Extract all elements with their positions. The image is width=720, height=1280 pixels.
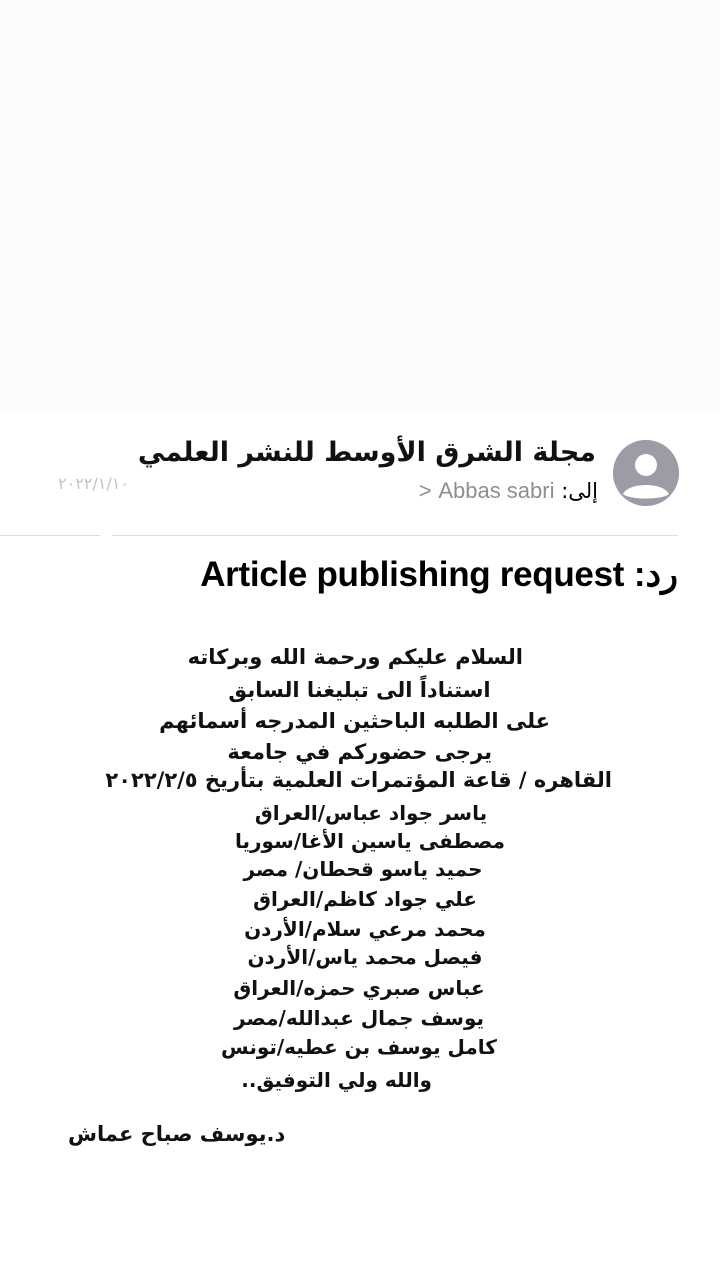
body-line: على الطلبه الباحثين المدرجه أسمائهم <box>159 709 550 733</box>
recipient-name[interactable]: Abbas sabri <box>438 478 555 503</box>
message-subject <box>200 555 678 595</box>
name-line: كامل يوسف بن عطيه/تونس <box>221 1035 497 1059</box>
signature: د.يوسف صباح عماش <box>68 1122 286 1146</box>
body-line: القاهره / قاعة المؤتمرات العلمية بتأريخ ٢٠٢٢/٢/٥ <box>105 768 612 792</box>
name-line: ياسر جواد عباس/العراق <box>254 801 488 825</box>
closing-line: والله ولي التوفيق.. <box>241 1068 432 1092</box>
to-label: إلى: <box>561 479 598 503</box>
body-line: استناداً الى تبليغنا السابق <box>228 678 491 702</box>
chevron-left-icon[interactable]: < <box>418 478 432 503</box>
divider <box>112 535 678 536</box>
name-line: حميد ياسو قحطان/ مصر <box>243 857 483 881</box>
name-line: فيصل محمد ياس/الأردن <box>247 945 483 969</box>
subject-text: رد: Article publishing request <box>200 555 678 594</box>
message-date: ٢٠٢٢/١/١٠ <box>58 474 129 493</box>
body-line: يرجى حضوركم في جامعة <box>227 740 492 764</box>
name-line: علي جواد كاظم/العراق <box>253 887 477 911</box>
name-line: عباس صبري حمزه/العراق <box>233 976 485 1000</box>
name-line: مصطفى ياسين الأغا/سوريا <box>235 829 505 853</box>
body-line: السلام عليكم ورحمة الله وبركاته <box>187 645 523 669</box>
sender-name[interactable]: مجلة الشرق الأوسط للنشر العلمي <box>137 437 596 468</box>
recipient-line[interactable] <box>419 478 598 504</box>
name-line: يوسف جمال عبدالله/مصر <box>233 1006 485 1030</box>
name-line: محمد مرعي سلام/الأردن <box>244 917 486 941</box>
blank-top-area <box>0 0 720 412</box>
divider <box>0 535 100 536</box>
person-placeholder-icon[interactable] <box>613 440 679 506</box>
